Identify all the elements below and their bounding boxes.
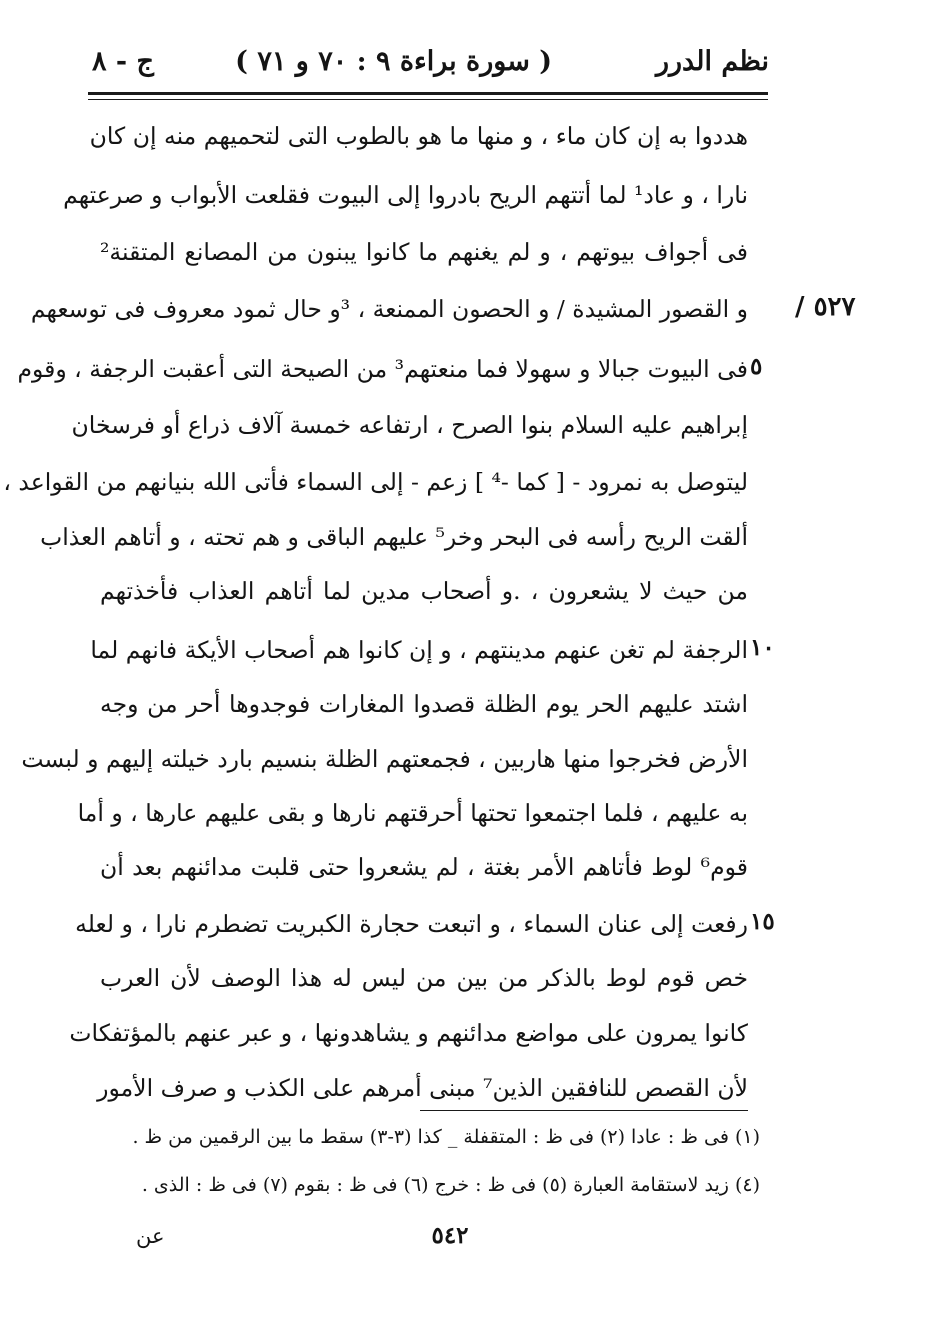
text-line: الأرض فخرجوا منها هاربين ، فجمعتهم الظلة بنسيم بارد خيلته إليهم و لبست	[21, 745, 748, 773]
volume-number: ج - ٨	[92, 46, 154, 77]
line-number: ٥	[750, 353, 763, 380]
catchword: عن	[136, 1224, 165, 1248]
footnote-line: (٤) زيد لاستقامة العبارة (٥) فى ظ : خرج (٦) فى ظ : بقوم (٧) فى ظ : الذى .	[141, 1174, 760, 1196]
text-line: إبراهيم عليه السلام بنوا الصرح ، ارتفاعه خمسة آلاف ذراع أو فرسخان	[71, 411, 748, 439]
text-line: و القصور المشيدة / و الحصون الممنعة ، ³و حال ثمود معروف فى توسعهم	[30, 295, 748, 323]
text-line: رفعت إلى عنان السماء ، و اتبعت حجارة الكبريت تضطرم نارا ، و لعله	[75, 910, 748, 938]
line-number: ١٥	[750, 908, 775, 935]
text-line: نارا ، و عاد¹ لما أتتهم الريح بادروا إلى البيوت فقلعت الأبواب و صرعتهم	[63, 181, 748, 209]
text-line: الرجفة لم تغن عنهم مدينتهم ، و إن كانوا هم أصحاب الأيكة فانهم لما	[90, 636, 748, 664]
text-line: هددوا به إن كان ماء ، و منها ما هو بالطوب التى لتحميهم منه إن كان	[89, 122, 748, 150]
footnote-line: (١) فى ظ : عادا (٢) فى ظ : المتقفلة _ كذا (٣-٣) سقط ما بين الرقمين من ظ .	[132, 1126, 760, 1148]
margin-page-reference: / ٥٢٧	[795, 292, 856, 322]
text-line: كانوا يمرون على مواضع مدائنهم و يشاهدونها ، و عبر عنهم بالمؤتفكات	[69, 1019, 748, 1047]
text-line: لأن القصص للنافقين الذين⁷ مبنى أمرهم على الكذب و صرف الأمور	[97, 1074, 748, 1102]
line-number: ١٠	[750, 634, 775, 661]
header-rule-thin	[88, 99, 768, 100]
text-line: من حيث لا يشعرون ، .و أصحاب مدين لما أتاهم العذاب فأخذتهم	[100, 577, 748, 605]
text-line: خص قوم لوط بالذكر من بين من ليس له هذا الوصف لأن العرب	[100, 964, 748, 992]
text-line: اشتد عليهم الحر يوم الظلة قصدوا المغارات فوجدوها أحر من وجه	[100, 690, 748, 718]
page-number: ٥٤٢	[431, 1222, 469, 1249]
text-line: فى أجواف بيوتهم ، و لم يغنهم ما كانوا يبنون من المصانع المتقنة²	[100, 238, 748, 266]
book-title: نظم الدرر	[655, 46, 769, 77]
text-line: فى البيوت جبالا و سهولا فما منعتهم³ من الصيحة التى أعقبت الرجفة ، وقوم	[17, 355, 748, 383]
text-line: ليتوصل به نمرود - [ كما -⁴ ] زعم - إلى السماء فأتى الله بنيانهم من القواعد ،	[3, 468, 748, 496]
text-line: به عليهم ، فلما اجتمعوا تحتها أحرقتهم نارها و بقى عليهم عارها ، و أما	[77, 799, 748, 827]
text-line: ألقت الريح رأسه فى البحر وخر⁵ عليهم الباقى و هم تحته ، و أتاهم العذاب	[40, 523, 748, 551]
header-rule-thick	[88, 92, 768, 95]
text-line: قوم⁶ لوط فأتاهم الأمر بغتة ، لم يشعروا حتى قلبت مدائنهم بعد أن	[100, 853, 748, 881]
surah-reference: ( سورة براءة ٩ : ٧٠ و ٧١ )	[235, 46, 552, 77]
footnote-rule	[420, 1110, 748, 1111]
